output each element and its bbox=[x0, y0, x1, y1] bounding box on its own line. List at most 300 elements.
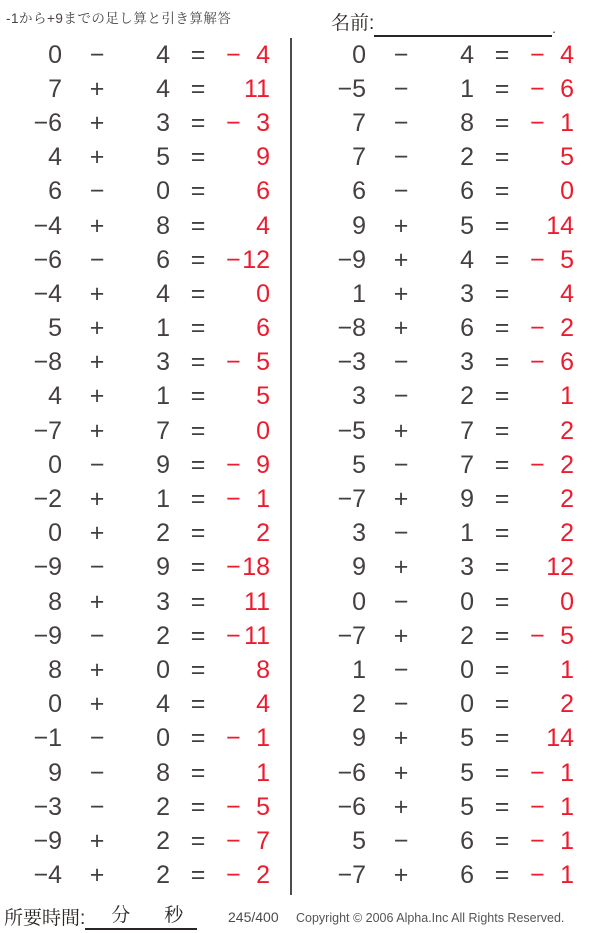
problem-row bbox=[16, 312, 270, 346]
operator: − bbox=[393, 587, 409, 616]
operand-1: 8 bbox=[48, 655, 62, 684]
answer-minus-sign: − bbox=[226, 245, 241, 274]
equals-sign: = bbox=[190, 792, 206, 821]
equals-sign: = bbox=[190, 724, 206, 753]
operator: − bbox=[89, 724, 105, 753]
operand-1: 0 bbox=[352, 40, 366, 69]
answer-minus-sign: − bbox=[530, 314, 545, 343]
answer-minus-sign: − bbox=[530, 348, 545, 377]
operand-1: 0 bbox=[48, 450, 62, 479]
equals-sign: = bbox=[190, 74, 206, 103]
problem-row bbox=[320, 380, 574, 414]
answer-value: 11 bbox=[244, 74, 270, 103]
operand-2: 6 bbox=[460, 314, 474, 343]
problem-row bbox=[16, 619, 270, 653]
operator: − bbox=[89, 758, 105, 787]
problem-row bbox=[320, 38, 574, 72]
equals-sign: = bbox=[190, 621, 206, 650]
operand-2: 2 bbox=[460, 621, 474, 650]
operand-2: 1 bbox=[156, 382, 170, 411]
answer-value: 2 bbox=[256, 519, 270, 548]
operator: − bbox=[393, 655, 409, 684]
equals-sign: = bbox=[190, 826, 206, 855]
operator: − bbox=[89, 245, 105, 274]
operand-1: 8 bbox=[48, 587, 62, 616]
problem-row bbox=[16, 790, 270, 824]
equals-sign: = bbox=[494, 245, 510, 274]
problem-row bbox=[320, 688, 574, 722]
operand-2: 4 bbox=[156, 690, 170, 719]
problem-row bbox=[16, 859, 270, 893]
operator: + bbox=[89, 519, 105, 548]
operator: + bbox=[393, 861, 409, 890]
page-title: -1から+9までの足し算と引き算解答 bbox=[6, 11, 232, 26]
answer-value: 1 bbox=[560, 758, 574, 787]
answer-minus-sign: − bbox=[530, 758, 545, 787]
equals-sign: = bbox=[190, 690, 206, 719]
equals-sign: = bbox=[190, 40, 206, 69]
answer-minus-sign: − bbox=[226, 861, 241, 890]
equals-sign: = bbox=[494, 792, 510, 821]
operator: − bbox=[393, 177, 409, 206]
operator: − bbox=[393, 40, 409, 69]
answer-minus-sign: − bbox=[530, 245, 545, 274]
operand-2: 4 bbox=[460, 245, 474, 274]
equals-sign: = bbox=[494, 485, 510, 514]
operator: + bbox=[89, 211, 105, 240]
answer-value: 3 bbox=[256, 108, 270, 137]
equals-sign: = bbox=[190, 587, 206, 616]
operand-1: −4 bbox=[33, 211, 62, 240]
answer-value: 1 bbox=[256, 758, 270, 787]
answer-value: 2 bbox=[256, 861, 270, 890]
answer-minus-sign: − bbox=[226, 792, 241, 821]
answer-minus-sign: − bbox=[226, 621, 241, 650]
page-number: 245/400 bbox=[228, 909, 279, 925]
answer-value: 6 bbox=[256, 177, 270, 206]
page-footer bbox=[0, 900, 600, 930]
equals-sign: = bbox=[190, 485, 206, 514]
operator: − bbox=[393, 826, 409, 855]
equals-sign: = bbox=[190, 177, 206, 206]
answer-value: 12 bbox=[242, 245, 270, 274]
problem-row bbox=[320, 551, 574, 585]
answer-value: 2 bbox=[560, 450, 574, 479]
answer-value: 4 bbox=[256, 40, 270, 69]
problem-row bbox=[16, 414, 270, 448]
answer-minus-sign: − bbox=[226, 450, 241, 479]
equals-sign: = bbox=[190, 553, 206, 582]
answer-minus-sign: − bbox=[530, 826, 545, 855]
problem-row bbox=[16, 141, 270, 175]
operand-1: 9 bbox=[352, 553, 366, 582]
operand-1: 7 bbox=[352, 108, 366, 137]
operand-2: 3 bbox=[156, 348, 170, 377]
operand-2: 4 bbox=[156, 74, 170, 103]
operand-1: 2 bbox=[352, 690, 366, 719]
operand-2: 5 bbox=[460, 792, 474, 821]
operand-2: 5 bbox=[156, 143, 170, 172]
equals-sign: = bbox=[494, 450, 510, 479]
answer-value: 5 bbox=[560, 621, 574, 650]
operand-2: 6 bbox=[156, 245, 170, 274]
answer-value: 0 bbox=[560, 587, 574, 616]
problem-row bbox=[320, 722, 574, 756]
operand-1: −4 bbox=[33, 279, 62, 308]
operator: + bbox=[89, 655, 105, 684]
operand-2: 0 bbox=[460, 587, 474, 616]
answer-value: 14 bbox=[546, 211, 574, 240]
answer-value: 12 bbox=[546, 553, 574, 582]
equals-sign: = bbox=[494, 826, 510, 855]
operator: + bbox=[89, 416, 105, 445]
operand-2: 5 bbox=[460, 211, 474, 240]
answer-value: 2 bbox=[560, 416, 574, 445]
operator: − bbox=[89, 177, 105, 206]
problem-row bbox=[320, 209, 574, 243]
answer-value: 9 bbox=[256, 450, 270, 479]
operand-1: 5 bbox=[352, 826, 366, 855]
operator: + bbox=[393, 758, 409, 787]
equals-sign: = bbox=[494, 382, 510, 411]
problem-row bbox=[16, 688, 270, 722]
operand-1: 1 bbox=[352, 655, 366, 684]
operand-1: 5 bbox=[352, 450, 366, 479]
elapsed-time-label: 所要時間: bbox=[4, 908, 86, 929]
answer-value: 1 bbox=[256, 485, 270, 514]
equals-sign: = bbox=[494, 690, 510, 719]
problem-row bbox=[16, 38, 270, 72]
operand-1: −3 bbox=[337, 348, 366, 377]
answer-value: 6 bbox=[256, 314, 270, 343]
operator: + bbox=[89, 279, 105, 308]
answer-minus-sign: − bbox=[226, 108, 241, 137]
operand-2: 0 bbox=[156, 724, 170, 753]
problem-row bbox=[16, 756, 270, 790]
operand-1: −7 bbox=[337, 485, 366, 514]
name-blank-line bbox=[374, 13, 552, 37]
operand-2: 3 bbox=[156, 587, 170, 616]
problem-row bbox=[320, 106, 574, 140]
problem-row bbox=[320, 175, 574, 209]
answer-minus-sign: − bbox=[530, 861, 545, 890]
elapsed-time-blank-line bbox=[85, 900, 197, 930]
equals-sign: = bbox=[190, 245, 206, 274]
problem-row bbox=[320, 824, 574, 858]
answer-minus-sign: − bbox=[530, 792, 545, 821]
answer-value: 1 bbox=[560, 792, 574, 821]
operand-2: 7 bbox=[460, 450, 474, 479]
equals-sign: = bbox=[494, 724, 510, 753]
answer-value: 5 bbox=[256, 348, 270, 377]
operator: + bbox=[89, 861, 105, 890]
equals-sign: = bbox=[494, 177, 510, 206]
problem-row bbox=[16, 72, 270, 106]
answer-minus-sign: − bbox=[226, 348, 241, 377]
answer-value: 11 bbox=[244, 621, 270, 650]
equals-sign: = bbox=[494, 108, 510, 137]
operand-2: 3 bbox=[460, 279, 474, 308]
problem-row bbox=[320, 448, 574, 482]
problem-row bbox=[320, 482, 574, 516]
operator: − bbox=[393, 382, 409, 411]
answer-minus-sign: − bbox=[530, 40, 545, 69]
operand-2: 3 bbox=[460, 553, 474, 582]
operand-2: 2 bbox=[156, 621, 170, 650]
equals-sign: = bbox=[494, 279, 510, 308]
answer-value: 5 bbox=[560, 245, 574, 274]
problem-row bbox=[320, 653, 574, 687]
answer-minus-sign: − bbox=[530, 450, 545, 479]
answer-value: 4 bbox=[560, 279, 574, 308]
operand-1: 0 bbox=[48, 519, 62, 548]
operator: + bbox=[89, 74, 105, 103]
elapsed-time-field bbox=[4, 900, 197, 930]
operator: + bbox=[393, 245, 409, 274]
problem-row bbox=[16, 175, 270, 209]
problem-row bbox=[16, 482, 270, 516]
operand-1: −4 bbox=[33, 861, 62, 890]
problem-row bbox=[320, 346, 574, 380]
operand-1: 3 bbox=[352, 382, 366, 411]
operand-2: 8 bbox=[156, 211, 170, 240]
problem-row bbox=[320, 312, 574, 346]
answer-value: 0 bbox=[560, 177, 574, 206]
equals-sign: = bbox=[494, 621, 510, 650]
operator: − bbox=[393, 690, 409, 719]
operand-2: 4 bbox=[460, 40, 474, 69]
operand-1: 0 bbox=[48, 40, 62, 69]
operator: − bbox=[393, 108, 409, 137]
equals-sign: = bbox=[190, 314, 206, 343]
operand-1: 7 bbox=[48, 74, 62, 103]
operand-1: 3 bbox=[352, 519, 366, 548]
operator: + bbox=[393, 621, 409, 650]
answer-minus-sign: − bbox=[226, 40, 241, 69]
operator: − bbox=[393, 519, 409, 548]
operand-2: 0 bbox=[156, 177, 170, 206]
problem-row bbox=[16, 106, 270, 140]
operand-1: −8 bbox=[337, 314, 366, 343]
operator: + bbox=[393, 416, 409, 445]
operator: − bbox=[393, 143, 409, 172]
equals-sign: = bbox=[190, 143, 206, 172]
operand-2: 6 bbox=[460, 826, 474, 855]
equals-sign: = bbox=[494, 143, 510, 172]
operator: − bbox=[89, 40, 105, 69]
equals-sign: = bbox=[494, 861, 510, 890]
name-label: 名前: bbox=[331, 13, 375, 34]
operator: + bbox=[393, 485, 409, 514]
operand-1: −7 bbox=[337, 861, 366, 890]
answer-value: 1 bbox=[560, 826, 574, 855]
operator: + bbox=[393, 553, 409, 582]
answer-value: 0 bbox=[256, 279, 270, 308]
operand-1: −9 bbox=[33, 621, 62, 650]
problem-row bbox=[320, 859, 574, 893]
operand-1: 6 bbox=[48, 177, 62, 206]
answer-value: 1 bbox=[560, 382, 574, 411]
problems-column-right bbox=[320, 38, 574, 893]
operator: + bbox=[89, 314, 105, 343]
answer-minus-sign: − bbox=[530, 108, 545, 137]
equals-sign: = bbox=[190, 450, 206, 479]
equals-sign: = bbox=[190, 861, 206, 890]
answer-value: 1 bbox=[560, 861, 574, 890]
operator: + bbox=[89, 826, 105, 855]
operand-2: 1 bbox=[460, 74, 474, 103]
operand-2: 1 bbox=[460, 519, 474, 548]
operand-2: 8 bbox=[156, 758, 170, 787]
operator: − bbox=[89, 450, 105, 479]
equals-sign: = bbox=[190, 382, 206, 411]
operator: + bbox=[89, 382, 105, 411]
problem-row bbox=[16, 585, 270, 619]
operator: + bbox=[393, 314, 409, 343]
problem-row bbox=[320, 414, 574, 448]
answer-minus-sign: − bbox=[226, 826, 241, 855]
operand-2: 9 bbox=[460, 485, 474, 514]
equals-sign: = bbox=[190, 211, 206, 240]
operator: + bbox=[89, 108, 105, 137]
answer-minus-sign: − bbox=[530, 74, 545, 103]
operand-1: −5 bbox=[337, 416, 366, 445]
operand-2: 2 bbox=[460, 143, 474, 172]
operand-1: −2 bbox=[33, 485, 62, 514]
operand-1: −3 bbox=[33, 792, 62, 821]
equals-sign: = bbox=[494, 758, 510, 787]
equals-sign: = bbox=[494, 519, 510, 548]
equals-sign: = bbox=[190, 279, 206, 308]
operand-1: 9 bbox=[352, 724, 366, 753]
operand-2: 3 bbox=[156, 108, 170, 137]
operand-2: 0 bbox=[156, 655, 170, 684]
operand-1: −9 bbox=[33, 826, 62, 855]
equals-sign: = bbox=[190, 758, 206, 787]
answer-value: 1 bbox=[560, 655, 574, 684]
answer-value: 4 bbox=[256, 211, 270, 240]
operand-2: 6 bbox=[460, 177, 474, 206]
operand-2: 2 bbox=[156, 861, 170, 890]
answer-value: 2 bbox=[560, 314, 574, 343]
equals-sign: = bbox=[190, 655, 206, 684]
problem-row bbox=[16, 380, 270, 414]
answer-value: 1 bbox=[560, 108, 574, 137]
problem-row bbox=[16, 277, 270, 311]
answer-value: 5 bbox=[256, 382, 270, 411]
answer-value: 1 bbox=[256, 724, 270, 753]
operator: + bbox=[89, 143, 105, 172]
answer-value: 9 bbox=[256, 143, 270, 172]
operator: + bbox=[393, 792, 409, 821]
answer-minus-sign: − bbox=[226, 553, 241, 582]
problem-row bbox=[16, 653, 270, 687]
answer-minus-sign: − bbox=[530, 621, 545, 650]
answer-value: 5 bbox=[256, 792, 270, 821]
operand-2: 2 bbox=[156, 792, 170, 821]
operand-2: 1 bbox=[156, 485, 170, 514]
equals-sign: = bbox=[494, 314, 510, 343]
operand-1: 1 bbox=[352, 279, 366, 308]
operand-2: 8 bbox=[460, 108, 474, 137]
problem-row bbox=[16, 243, 270, 277]
operand-1: −1 bbox=[33, 724, 62, 753]
operand-1: 6 bbox=[352, 177, 366, 206]
minutes-label: 分 bbox=[111, 905, 131, 926]
operator: − bbox=[89, 621, 105, 650]
problem-row bbox=[16, 448, 270, 482]
seconds-label: 秒 bbox=[164, 905, 184, 926]
operand-1: 5 bbox=[48, 314, 62, 343]
equals-sign: = bbox=[190, 416, 206, 445]
answer-value: 11 bbox=[244, 587, 270, 616]
answer-value: 4 bbox=[560, 40, 574, 69]
operator: − bbox=[89, 792, 105, 821]
answer-value: 14 bbox=[546, 724, 574, 753]
equals-sign: = bbox=[190, 108, 206, 137]
problem-row bbox=[16, 517, 270, 551]
operator: − bbox=[89, 553, 105, 582]
problem-row bbox=[320, 277, 574, 311]
equals-sign: = bbox=[190, 519, 206, 548]
operand-2: 9 bbox=[156, 450, 170, 479]
operand-2: 2 bbox=[156, 519, 170, 548]
answer-value: 6 bbox=[560, 74, 574, 103]
answer-value: 2 bbox=[560, 690, 574, 719]
problem-row bbox=[16, 551, 270, 585]
operand-2: 2 bbox=[460, 382, 474, 411]
equals-sign: = bbox=[494, 416, 510, 445]
operand-2: 7 bbox=[460, 416, 474, 445]
equals-sign: = bbox=[494, 655, 510, 684]
answer-value: 18 bbox=[242, 553, 270, 582]
problem-row bbox=[320, 619, 574, 653]
operator: − bbox=[393, 348, 409, 377]
operand-2: 5 bbox=[460, 724, 474, 753]
equals-sign: = bbox=[494, 348, 510, 377]
answer-value: 2 bbox=[560, 485, 574, 514]
operand-1: −9 bbox=[337, 245, 366, 274]
operand-1: −7 bbox=[337, 621, 366, 650]
operand-1: 4 bbox=[48, 143, 62, 172]
answer-value: 4 bbox=[256, 690, 270, 719]
operand-2: 7 bbox=[156, 416, 170, 445]
operator: + bbox=[89, 690, 105, 719]
operand-1: 0 bbox=[48, 690, 62, 719]
operand-1: −6 bbox=[33, 108, 62, 137]
answer-value: 0 bbox=[256, 416, 270, 445]
operator: + bbox=[89, 485, 105, 514]
equals-sign: = bbox=[494, 211, 510, 240]
answer-minus-sign: − bbox=[226, 485, 241, 514]
operand-2: 5 bbox=[460, 758, 474, 787]
operand-1: −9 bbox=[33, 553, 62, 582]
answer-value: 7 bbox=[256, 826, 270, 855]
column-divider-line bbox=[290, 38, 292, 895]
answer-value: 6 bbox=[560, 348, 574, 377]
problem-row bbox=[320, 585, 574, 619]
operand-2: 0 bbox=[460, 690, 474, 719]
copyright-notice: Copyright © 2006 Alpha.Inc All Rights Reserved. bbox=[296, 911, 565, 925]
operand-1: 7 bbox=[352, 143, 366, 172]
problem-row bbox=[320, 756, 574, 790]
operator: + bbox=[393, 724, 409, 753]
operator: − bbox=[393, 74, 409, 103]
problem-row bbox=[320, 517, 574, 551]
operand-1: −8 bbox=[33, 348, 62, 377]
operand-1: −6 bbox=[337, 758, 366, 787]
equals-sign: = bbox=[494, 587, 510, 616]
